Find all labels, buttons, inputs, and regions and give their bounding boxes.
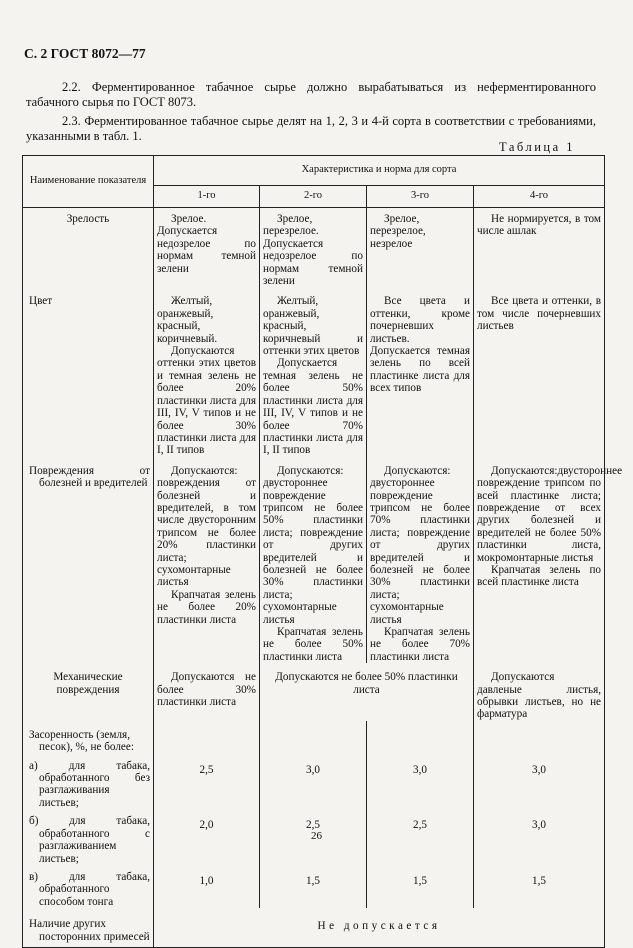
row-name-debris-a: а) для табака, обработанного без разглаживания листьев; [23,754,154,810]
row-name-mechanical: Механические повреждения [23,663,154,721]
cell: Зрелое, перезрелое, незрелое [367,208,474,288]
cell-text: Крапчатая зелень не более 70% пластинки листа [370,626,470,663]
cell: 2,0 [154,809,260,865]
table-row [23,865,605,908]
table-row [23,287,605,456]
cell: Допускаются не более 50% пластинки листа [260,663,474,721]
paragraph-2-3: 2.3. Ферментированное табачное сырье делят на 1, 2, 3 и 4-й сорта в соответствии с требованиями, указанными в табл. 1. [26,114,596,143]
column-header-grade-2: 2-го [260,186,367,208]
column-header-grade-1: 1-го [154,186,260,208]
row-name-damage: Повреждения от болезней и вредителей [23,457,154,664]
paragraph-2-2: 2.2. Ферментированное табачное сырье должно вырабатываться из неферментированного табачного сырья по ГОСТ 8073. [26,80,596,109]
cell [260,457,367,664]
cell [474,721,605,754]
table-1 [22,155,623,948]
cell-text: Допускаются: повреждения от болезней и вредителей, в том числе двусторонним трипсом не более 20% пластинки листа; сухомонтарные листья [157,464,256,589]
row-name-foreign: Наличие других посторонних примесей [23,908,154,947]
cell-text: Желтый, оранжевый, красный, коричневый. [157,295,218,345]
cell [367,457,474,664]
cell: Все цвета и оттенки, в том числе почерневших листьев [474,287,605,456]
column-header-grade-3: 3-го [367,186,474,208]
cell-text: Допускаются: двустороннее повреждение трипсом не более 50% пластинки листа; повреждение от других вредителей и болезней не более 30% пластинки листа; сухомонтарные листья [263,464,363,626]
row-name-debris-c: в) для табака, обработанного способом тонга [23,865,154,908]
cell: 1,5 [474,865,605,908]
cell: 1,0 [154,865,260,908]
cell-text: Крапчатая зелень по всей пластинке листа [477,563,602,589]
cell-text: Крапчатая зелень не более 20% пластинки листа [157,588,256,626]
cell: 3,0 [474,809,605,865]
table-caption: Таблица 1 [499,140,575,154]
table-row [23,754,605,810]
row-name-color: Цвет [23,287,154,456]
table-row [23,908,605,947]
cell: Не нормируется, в том числе ашлак [474,208,605,288]
cell: Все цвета и оттенки, кроме почерневших листьев. Допускается темная зелень по всей пластинке листа для всех типов [367,287,474,456]
cell-text: Допускается темная зелень не более 50% пластинки листа для III, IV, V типов и не более 70% пластинки листа для I, II типов [263,357,363,457]
cell: 1,5 [260,865,367,908]
cell: 3,0 [474,754,605,810]
cell: Допускаются не более 30% пластинки листа [154,663,260,721]
cell-text: Допускаются: двустороннее повреждение трипсом не более 70% пластинки листа; повреждение от других вредителей и болезней не более 30% пластинки листа; сухомонтарные листья [370,464,470,626]
cell [367,721,474,754]
cell [474,457,623,664]
cell-text: Крапчатая зелень не более 50% пластинки листа [263,626,363,663]
cell [154,287,260,456]
cell: Зрелое. Допускается недозрелое по нормам темной зелени [154,208,260,288]
column-header-name: Наименование показателя [23,156,154,208]
cell: 3,0 [367,754,474,810]
cell: 2,5 [367,809,474,865]
cell: Допускаются давленые листья, обрывки листьев, но не фарматура [474,663,605,721]
cell-text: Желтый, оранжевый, красный, коричневый и оттенки этих цветов [263,295,363,358]
cell: 3,0 [260,754,367,810]
cell: Зрелое, перезрелое. Допускается недозрелое по нормам темной зелени [260,208,367,288]
cell: Не допускается [154,908,605,947]
row-name-maturity: Зрелость [23,208,154,288]
cell [154,721,260,754]
table-row [23,663,605,721]
cell [154,457,260,664]
row-name-debris: Засоренность (земля, песок), %, не более: [23,721,154,754]
table-row [23,208,605,288]
table-row [23,457,605,664]
page-header: С. 2 ГОСТ 8072—77 [24,46,146,61]
cell-text: Допускаются оттенки этих цветов и темная зелень не более 20% пластинки листа для III, IV, V типов и не более 30% пластинки листа для I, II типов [157,345,256,457]
cell: 2,5 [260,809,367,865]
cell: 1,5 [367,865,474,908]
row-name-debris-b: б) для табака, обработанного с разглаживанием листьев; [23,809,154,865]
table-row [23,721,605,754]
page-number: 26 [311,830,322,842]
column-header-grade-4: 4-го [474,186,605,208]
cell: 2,5 [154,754,260,810]
cell [260,287,367,456]
column-group-header: Характеристика и норма для сорта [154,156,605,186]
cell [260,721,367,754]
cell-text: Допускаются:двустороннее повреждение трипсом по всей пластинке листа; повреждение от всех других болезней и вредителей не более 50% пластинки листа, мокромонтарные листья [477,464,623,564]
